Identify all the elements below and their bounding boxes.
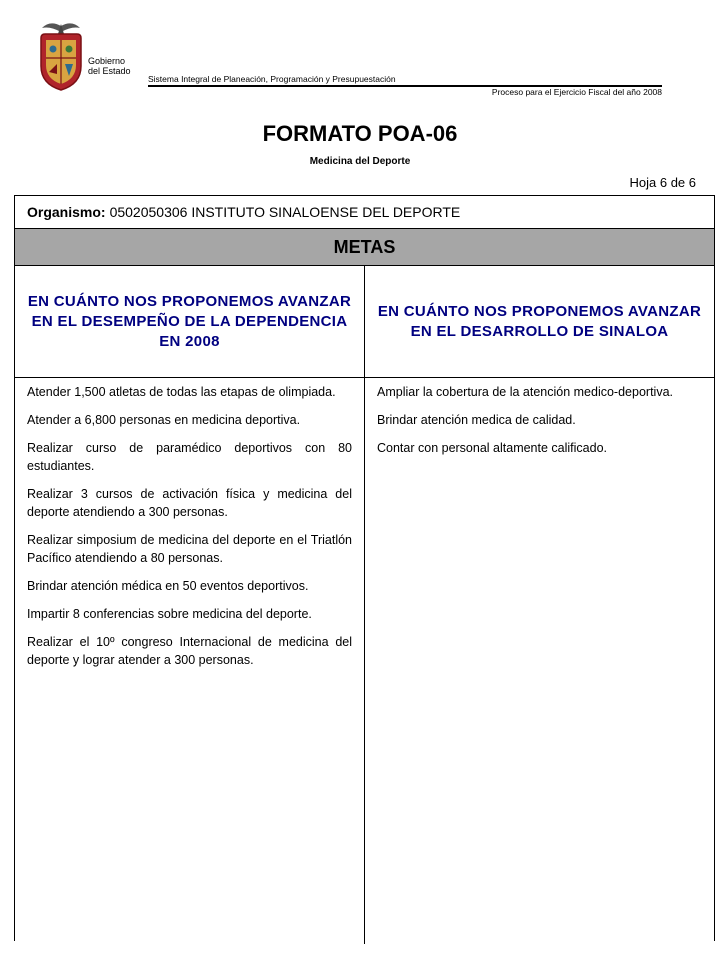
organismo-row	[15, 196, 714, 229]
page-title: FORMATO POA-06	[262, 121, 458, 146]
organismo-value: 0502050306 INSTITUTO SINALOENSE DEL DEPORTE	[109, 204, 461, 220]
metas-table	[14, 195, 715, 941]
list-item: Contar con personal altamente calificado.	[377, 441, 607, 455]
list-item: Realizar simposium de medicina del deporte en el Triatlón Pacífico atendiendo a 80 personas.	[27, 533, 352, 565]
state-seal-icon	[36, 18, 86, 92]
section-title: METAS	[15, 229, 714, 266]
left-column-header: EN CUÁNTO NOS PROPONEMOS AVANZAR EN EL DESEMPEÑO DE LA DEPENDENCIA EN 2008	[27, 292, 352, 350]
table-body	[15, 378, 714, 944]
page-subtitle: Medicina del Deporte	[309, 156, 411, 167]
list-item: Brindar atención medica de calidad.	[377, 413, 576, 427]
organismo-label: Organismo:	[27, 204, 106, 220]
system-name: Sistema Integral de Planeación, Programación y Presupuestación	[148, 74, 396, 84]
gobierno-line1: Gobierno	[88, 56, 126, 66]
list-item: Realizar curso de paramédico deportivos con 80 estudiantes.	[27, 441, 352, 473]
list-item: Realizar 3 cursos de activación física y medicina del deporte atendiendo a 300 personas.	[27, 487, 352, 519]
left-column	[15, 378, 364, 944]
column-headers	[15, 266, 714, 378]
list-item: Brindar atención médica en 50 eventos deportivos.	[27, 579, 309, 593]
page-number: Hoja 6 de 6	[629, 175, 696, 190]
right-column-header: EN CUÁNTO NOS PROPONEMOS AVANZAR EN EL DESARROLLO DE SINALOA	[364, 266, 714, 377]
list-item: Impartir 8 conferencias sobre medicina del deporte.	[27, 607, 312, 621]
right-column	[364, 378, 714, 944]
list-item: Ampliar la cobertura de la atención medico-deportiva.	[377, 385, 673, 399]
list-item: Realizar el 10º congreso Internacional de medicina del deporte y lograr atender a 300 personas.	[27, 635, 352, 667]
gobierno-label	[88, 56, 131, 76]
list-item: Atender a 6,800 personas en medicina deportiva.	[27, 413, 301, 427]
process-label: Proceso para el Ejercicio Fiscal del año 2008	[491, 87, 662, 97]
page-header	[0, 0, 720, 120]
list-item: Atender 1,500 atletas de todas las etapas de olimpiada.	[27, 385, 336, 399]
gobierno-line2: del Estado	[88, 66, 131, 76]
